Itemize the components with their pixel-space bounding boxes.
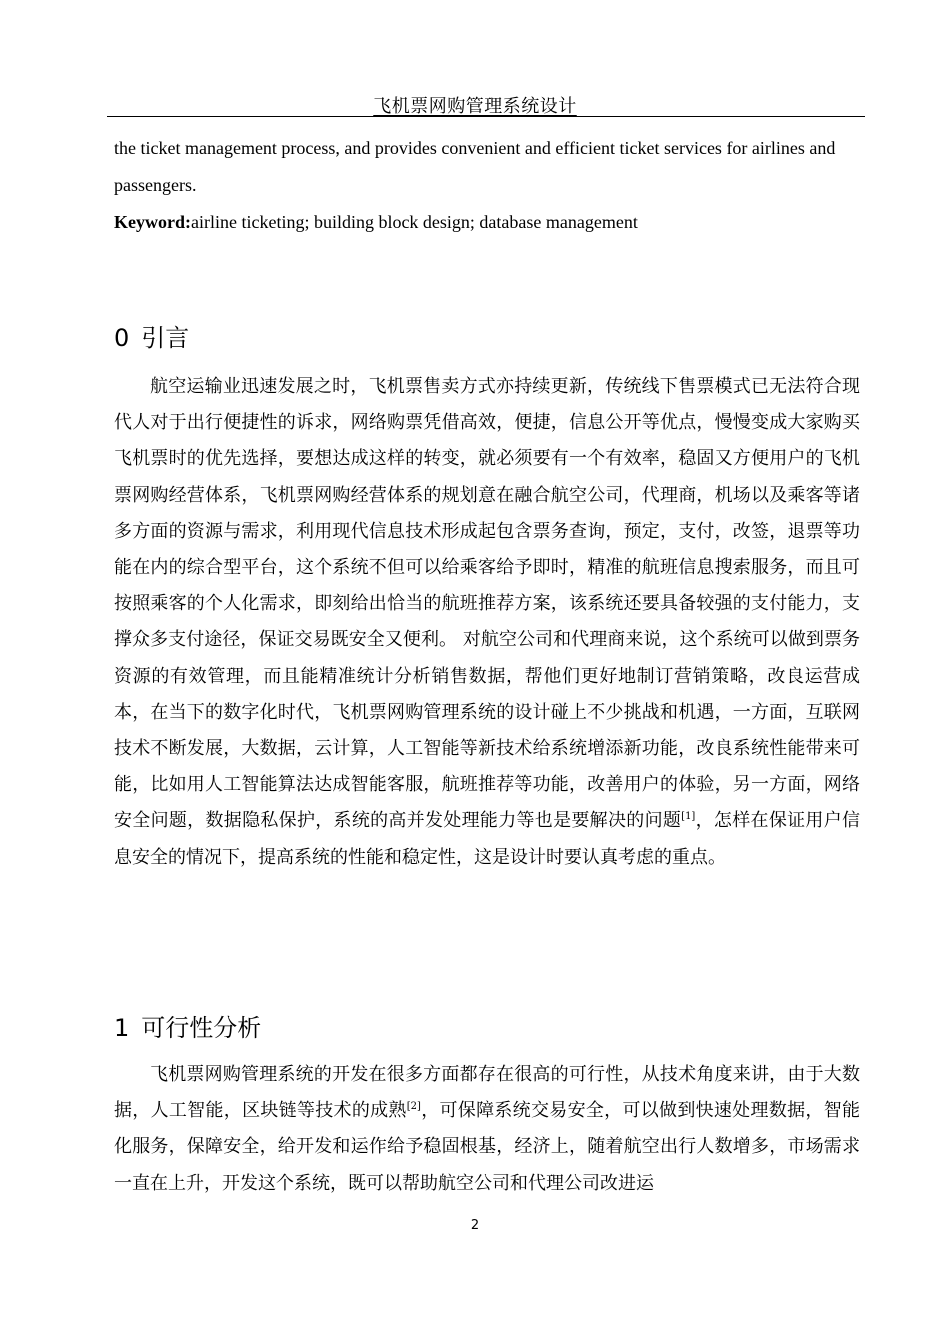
- running-header: [0, 92, 950, 118]
- section-title: 可行性分析: [141, 1014, 262, 1042]
- paragraph-text-continued: ，可保障系统交易安全，可以做到快速处理数据，智能化服务，保障安全，给开发和运作给予稳固根基，经济上，随着航空出行人数增多，市场需求一直在上升，开发这个系统，既可以帮助航空公司和代理公司改进运: [114, 1100, 861, 1194]
- header-title-text: 飞机票网购管理系统设计: [373, 96, 577, 117]
- page-number: 2: [470, 1218, 480, 1233]
- paragraph-text-continued: ，怎样在保证用户信息安全的情况下，提高系统的性能和稳定性，这是设计时要认真考虑的重点。: [114, 810, 861, 868]
- citation-marker: [1]: [681, 811, 696, 823]
- section-body-feasibility: [114, 1057, 860, 1202]
- keyword-line: [114, 204, 860, 241]
- paragraph-text: 航空运输业迅速发展之时，飞机票售卖方式亦持续更新，传统线下售票模式已无法符合现代人对于出行便捷性的诉求，网络购票凭借高效，便捷，信息公开等优点，慢慢变成大家购买飞机票时的优先选择，要想达成这样的转变，就必须要有一个有效率，稳固又方便用户的飞机票网购经营体系，飞机票网购经营体系的规划意在融合航空公司，代理商，机场以及乘客等诸多方面的资源与需求，利用现代信息技术形成起包含票务查询，预定，支付，改签，退票等功能在内的综合型平台，这个系统不但可以给乘客给予即时，精准的航班信息搜索服务，而且可按照乘客的个人化需求，即刻给出恰当的航班推荐方案，该系统还要具备较强的支付能力，支撑众多支付途径，保证交易既安全又便利。 对航空公司和代理商来说，这个系统可以做到票务资源的有效管理，而且能精准统计分析销售数据，帮他们更好地制订营销策略，改良运营成本，在当下的数字化时代，飞机票网购管理系统的设计碰上不少挑战和机遇，一方面，互联网技术不断发展，大数据，云计算，人工智能等新技术给系统增添新功能，改良系统性能带来可能，比如用人工智能算法达成智能客服，航班推荐等功能，改善用户的体验，另一方面，网络安全问题，数据隐私保护，系统的高并发处理能力等也是要解决的问题: [114, 376, 860, 832]
- abstract-continuation: [114, 130, 860, 241]
- section-heading-intro: [114, 318, 189, 353]
- section-body-intro: [114, 369, 860, 876]
- abstract-text: the ticket management process, and provides convenient and efficient ticket services for airlines and passengers.: [114, 138, 836, 195]
- section-title: 引言: [141, 324, 190, 352]
- keyword-list: airline ticketing; building block design; database management: [190, 212, 638, 232]
- section-number: 0: [114, 324, 130, 352]
- paragraph-text: 飞机票网购管理系统的开发在很多方面都存在很高的可行性，从技术角度来讲，由于大数据，人工智能，区块链等技术的成熟: [114, 1064, 860, 1122]
- citation-marker: [2]: [406, 1101, 421, 1113]
- keyword-label: Keyword:: [114, 212, 191, 232]
- section-number: 1: [114, 1014, 130, 1042]
- body-paragraph: [114, 1057, 860, 1202]
- section-heading-feasibility: [114, 1008, 261, 1043]
- body-paragraph: [114, 369, 860, 876]
- header-rule: [107, 116, 865, 117]
